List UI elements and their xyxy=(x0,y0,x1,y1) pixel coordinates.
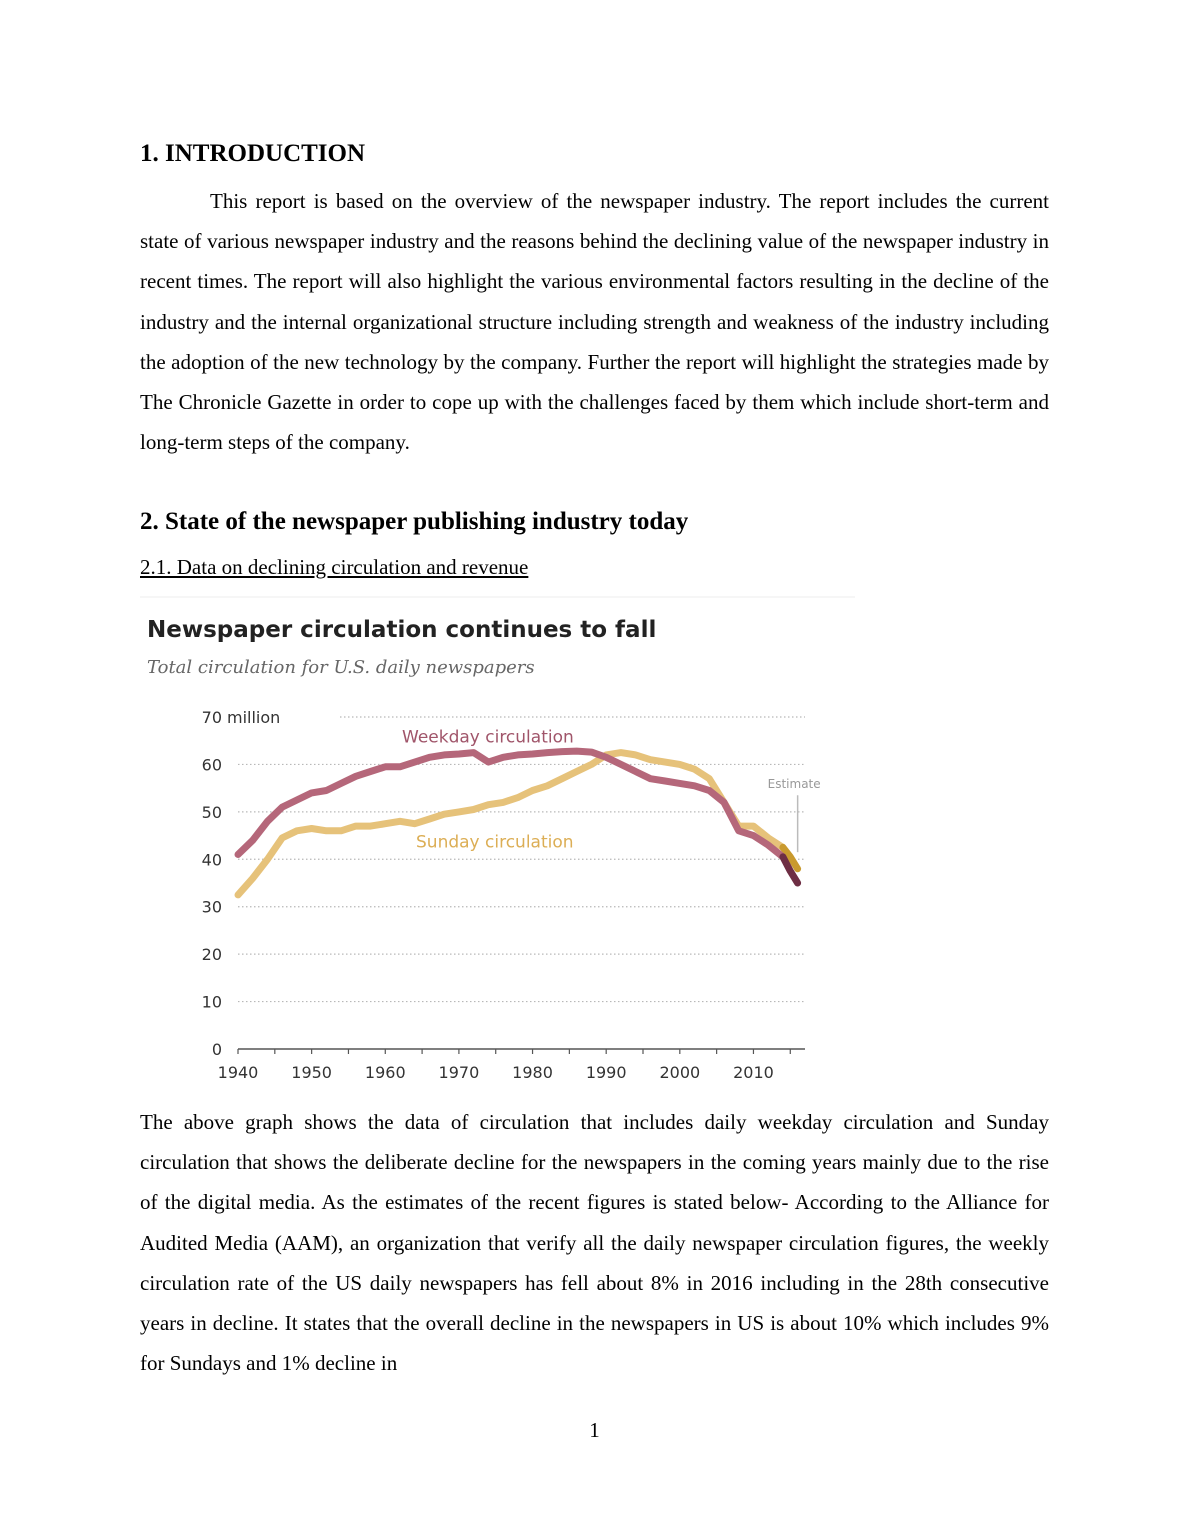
y-unit-label: million xyxy=(227,708,281,727)
chart-x-axis xyxy=(238,1049,805,1054)
chart-series xyxy=(238,751,798,895)
x-tick-label-1970: 1970 xyxy=(438,1063,480,1082)
x-tick-label-2000: 2000 xyxy=(659,1063,701,1082)
heading-introduction: 1. INTRODUCTION xyxy=(140,140,366,167)
y-tick-label-20: 20 xyxy=(201,945,222,965)
x-tick-label-1940: 1940 xyxy=(217,1063,259,1082)
y-tick-label-40: 40 xyxy=(201,850,222,870)
y-tick-label-30: 30 xyxy=(201,897,222,917)
chart-gridlines xyxy=(238,717,805,1002)
x-tick-label-1950: 1950 xyxy=(291,1063,332,1082)
estimate-label: Estimate xyxy=(767,777,821,792)
chart-title: Newspaper circulation continues to fall xyxy=(147,617,657,643)
intro-paragraph: This report is based on the overview of the newspaper industry. The report includes the current state of various newspaper industry and the reasons behind the declining value of the newspaper industry in recent times. The report will also highlight the various environmental factors resulting in the decline of the industry and the internal organizational structure including strength and weakness of the industry including the adoption of the new technology by the company. Further the report will highlight the strategies made by The Chronicle Gazette in order to cope up with the challenges faced by them which include short-term and long-term steps of the company. xyxy=(140,189,1049,455)
sunday-series-label: Sunday circulation xyxy=(416,832,574,853)
y-tick-label-10: 10 xyxy=(201,992,222,1012)
x-tick-label-2010: 2010 xyxy=(733,1063,774,1082)
body-paragraph: The above graph shows the data of circulation that includes daily weekday circulation and Sunday circulation that shows the deliberate decline for the newspapers in the coming years mainly due to the rise of the digital media. As the estimates of the recent figures is stated below- According to the Alliance for Audited Media (AAM), an organization that verify all the daily newspaper circulation figures, the weekly circulation rate of the US daily newspapers has fell about 8% in 2016 including in the 28th consecutive years in decline. It states that the overall decline in the newspapers in US is about 10% which includes 9% for Sundays and 1% decline in xyxy=(140,1110,1049,1376)
chart-subtitle: Total circulation for U.S. daily newspapers xyxy=(147,657,535,678)
y-tick-label-0: 0 xyxy=(211,1040,222,1059)
subheading-circulation-data: 2.1. Data on declining circulation and revenue xyxy=(140,555,529,579)
x-tick-label-1960: 1960 xyxy=(364,1063,406,1082)
chart-canvas xyxy=(140,595,860,1090)
y-tick-label-70: 70 xyxy=(201,708,222,727)
x-tick-label-1990: 1990 xyxy=(585,1063,627,1082)
y-tick-label-60: 60 xyxy=(201,755,222,775)
chart-x-tick-labels xyxy=(218,1063,774,1082)
x-tick-label-1980: 1980 xyxy=(512,1063,553,1082)
weekday-series-label: Weekday circulation xyxy=(402,727,574,748)
sunday-circulation-line xyxy=(238,753,783,895)
page-number: 1 xyxy=(589,1418,600,1442)
y-tick-label-50: 50 xyxy=(201,802,222,822)
circulation-chart xyxy=(140,595,860,1090)
heading-state-of-industry: 2. State of the newspaper publishing industry today xyxy=(140,508,689,535)
chart-y-tick-labels xyxy=(202,708,281,1059)
